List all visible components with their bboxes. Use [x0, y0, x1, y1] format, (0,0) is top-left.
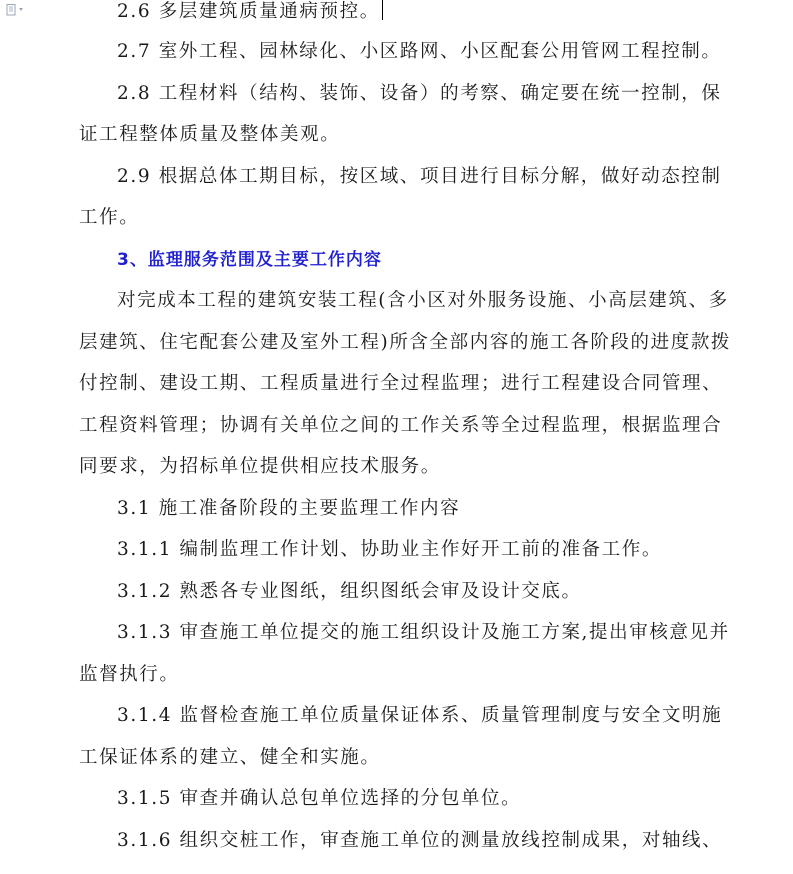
section-heading-3: 3、监理服务范围及主要工作内容: [117, 250, 382, 270]
paragraph-2-9-cont: 工作。: [79, 207, 140, 228]
paragraph-scope-line-4: 工程资料管理；协调有关单位之间的工作关系等全过程监理，根据监理合: [79, 415, 723, 436]
paragraph-3-1-3: 3.1.3 审查施工单位提交的施工组织设计及施工方案,提出审核意见并: [117, 622, 730, 643]
paragraph-3-1-3-cont: 监督执行。: [79, 664, 180, 685]
paragraph-3-1-1: 3.1.1 编制监理工作计划、协助业主作好开工前的准备工作。: [117, 539, 662, 560]
paragraph-scope-line-1: 对完成本工程的建筑安装工程(含小区对外服务设施、小高层建筑、多: [117, 290, 729, 311]
paragraph-2-8: 2.8 工程材料（结构、装饰、设备）的考察、确定要在统一控制，保: [117, 83, 722, 104]
paragraph-2-7: 2.7 室外工程、园林绿化、小区路网、小区配套公用管网工程控制。: [117, 41, 722, 62]
paragraph-3-1-5: 3.1.5 审查并确认总包单位选择的分包单位。: [117, 788, 522, 809]
paragraph-2-8-cont: 证工程整体质量及整体美观。: [79, 124, 341, 145]
paragraph-scope-line-3: 付控制、建设工期、工程质量进行全过程监理；进行工程建设合同管理、: [79, 373, 723, 394]
paragraph-3-1-4: 3.1.4 监督检查施工单位质量保证体系、质量管理制度与安全文明施: [117, 705, 723, 726]
subheading-3-1: 3.1 施工准备阶段的主要监理工作内容: [117, 498, 461, 519]
paragraph-3-1-4-cont: 工保证体系的建立、健全和实施。: [79, 747, 381, 768]
paragraph-2-6: 2.6 多层建筑质量通病预控。: [117, 0, 383, 24]
paragraph-scope-line-2: 层建筑、住宅配套公建及室外工程)所含全部内容的施工各阶段的进度款拨: [79, 332, 732, 353]
paragraph-2-9: 2.9 根据总体工期目标，按区域、项目进行目标分解，做好动态控制: [117, 166, 722, 187]
paragraph-3-1-6: 3.1.6 组织交桩工作，审查施工单位的测量放线控制成果，对轴线、: [117, 830, 723, 851]
text-cursor: [382, 0, 384, 20]
paragraph-scope-line-5: 同要求，为招标单位提供相应技术服务。: [79, 456, 441, 477]
paragraph-3-1-2: 3.1.2 熟悉各专业图纸，组织图纸会审及设计交底。: [117, 581, 582, 602]
